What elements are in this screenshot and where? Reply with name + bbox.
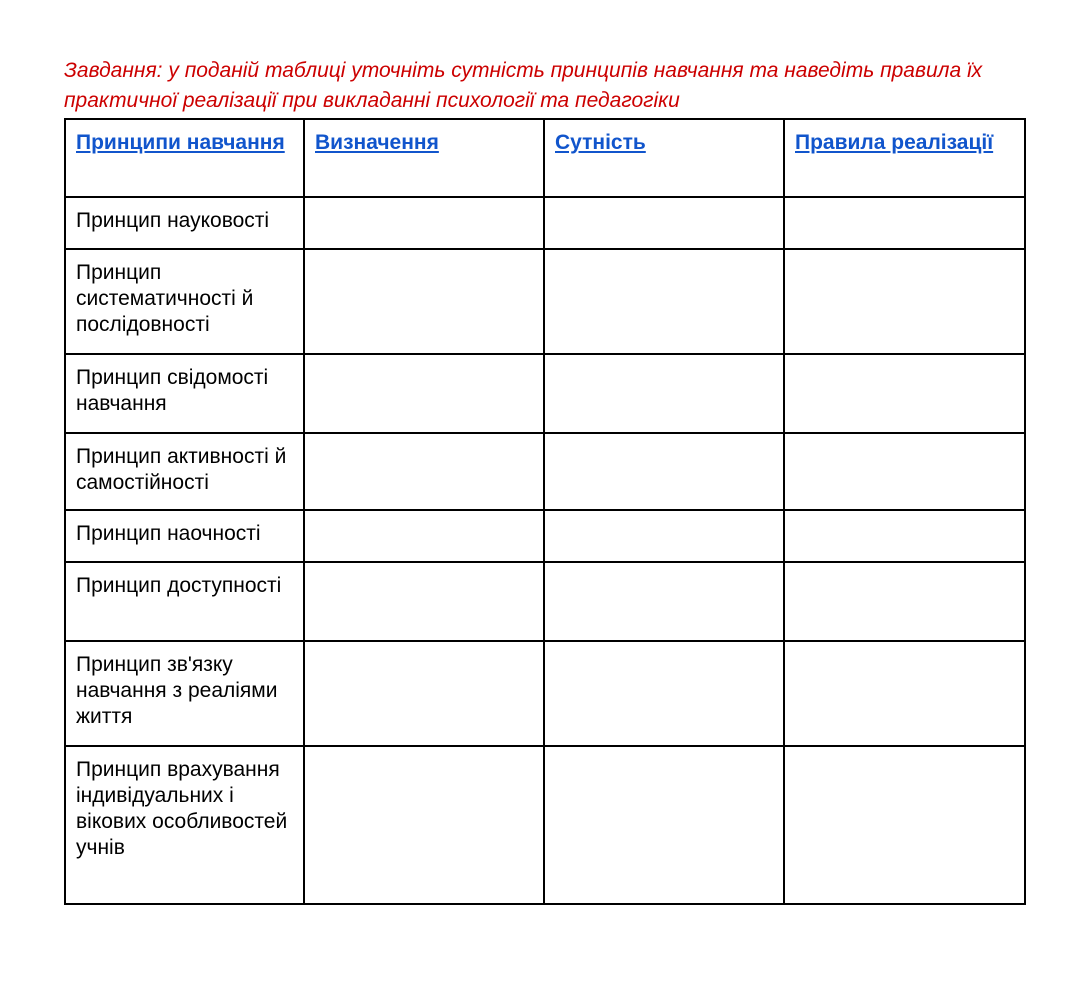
table-row xyxy=(65,510,1025,562)
definition-cell[interactable] xyxy=(304,433,544,510)
header-principles-link[interactable]: Принципи навчання xyxy=(76,131,285,154)
header-principles xyxy=(65,119,304,197)
essence-cell[interactable] xyxy=(544,510,784,562)
table-row xyxy=(65,197,1025,249)
principle-cell: Принцип врахування індивідуальних і вікових особливостей учнів xyxy=(65,746,304,904)
rules-cell[interactable] xyxy=(784,641,1025,746)
table-row xyxy=(65,641,1025,746)
essence-cell[interactable] xyxy=(544,433,784,510)
rules-cell[interactable] xyxy=(784,433,1025,510)
rules-cell[interactable] xyxy=(784,249,1025,354)
definition-cell[interactable] xyxy=(304,354,544,433)
table-row xyxy=(65,433,1025,510)
header-essence xyxy=(544,119,784,197)
definition-cell[interactable] xyxy=(304,249,544,354)
principle-cell: Принцип науковості xyxy=(65,197,304,249)
header-essence-link[interactable]: Сутність xyxy=(555,131,646,154)
essence-cell[interactable] xyxy=(544,249,784,354)
header-definition-link[interactable]: Визначення xyxy=(315,131,439,154)
principle-cell: Принцип доступності xyxy=(65,562,304,641)
rules-cell[interactable] xyxy=(784,354,1025,433)
rules-cell[interactable] xyxy=(784,197,1025,249)
rules-cell[interactable] xyxy=(784,746,1025,904)
table-row xyxy=(65,249,1025,354)
table-header-row xyxy=(65,119,1025,197)
definition-cell[interactable] xyxy=(304,641,544,746)
definition-cell[interactable] xyxy=(304,562,544,641)
rules-cell[interactable] xyxy=(784,562,1025,641)
table-row xyxy=(65,562,1025,641)
rules-cell[interactable] xyxy=(784,510,1025,562)
table-row xyxy=(65,354,1025,433)
principle-cell: Принцип систематичності й послідовності xyxy=(65,249,304,354)
principle-cell: Принцип свідомості навчання xyxy=(65,354,304,433)
header-rules-link[interactable]: Правила реалізації xyxy=(795,131,994,154)
essence-cell[interactable] xyxy=(544,746,784,904)
essence-cell[interactable] xyxy=(544,562,784,641)
table-row xyxy=(65,746,1025,904)
principle-cell: Принцип активності й самостійності xyxy=(65,433,304,510)
definition-cell[interactable] xyxy=(304,746,544,904)
principle-cell: Принцип зв'язку навчання з реаліями життя xyxy=(65,641,304,746)
task-instruction: Завдання: у поданій таблиці уточніть сутність принципів навчання та наведіть правила їх практичної реалізації при викладанні психології та педагогіки xyxy=(64,59,983,112)
header-rules xyxy=(784,119,1025,197)
essence-cell[interactable] xyxy=(544,641,784,746)
definition-cell[interactable] xyxy=(304,510,544,562)
header-definition xyxy=(304,119,544,197)
essence-cell[interactable] xyxy=(544,197,784,249)
principles-table xyxy=(64,118,1026,905)
essence-cell[interactable] xyxy=(544,354,784,433)
principle-cell: Принцип наочності xyxy=(65,510,304,562)
definition-cell[interactable] xyxy=(304,197,544,249)
